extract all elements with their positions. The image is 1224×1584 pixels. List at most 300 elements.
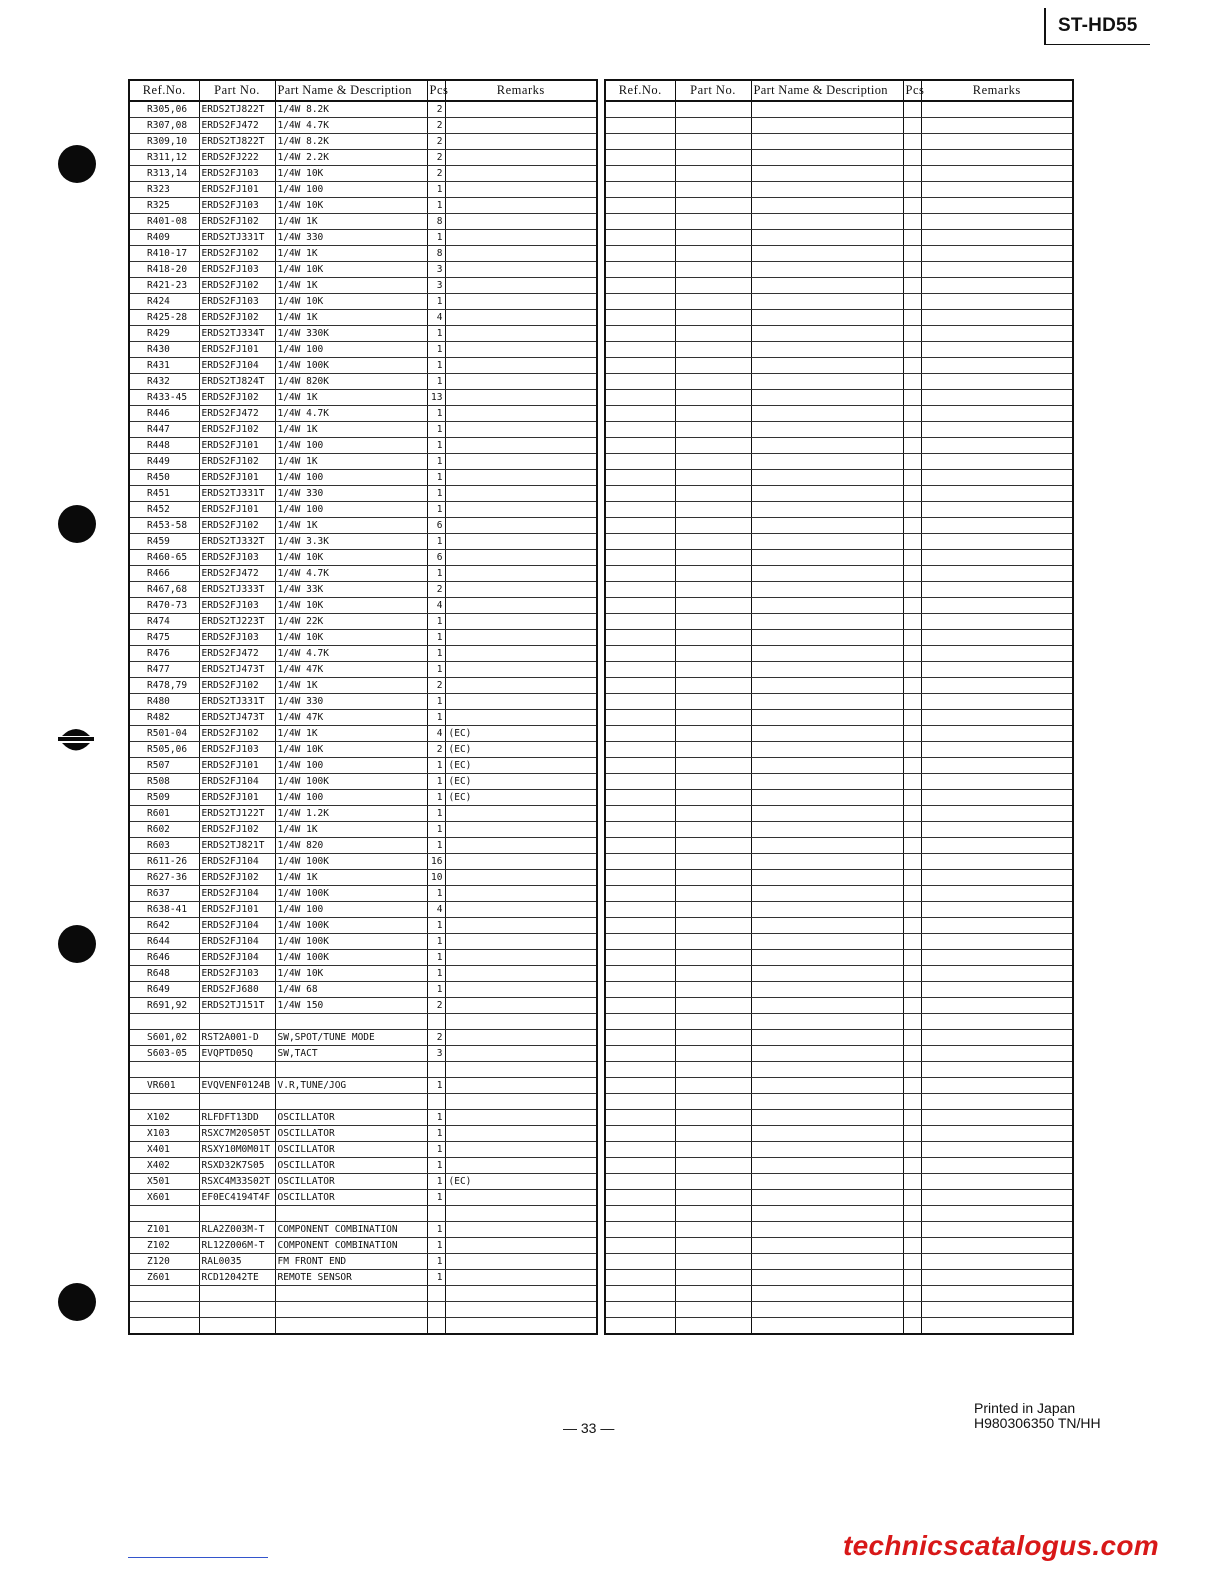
empty-cell <box>921 918 1073 934</box>
description-cell: SW,TACT <box>275 1046 427 1062</box>
empty-cell <box>903 694 921 710</box>
empty-cell <box>921 438 1073 454</box>
description-cell: 1/4W 1K <box>275 678 427 694</box>
table-row-empty <box>605 358 1073 374</box>
pcs-cell: 2 <box>427 134 445 150</box>
empty-cell <box>605 166 675 182</box>
empty-cell <box>921 1206 1073 1222</box>
empty-cell <box>751 646 903 662</box>
ref-no-cell: R459 <box>129 534 199 550</box>
table-row-empty <box>605 966 1073 982</box>
table-row <box>129 1078 597 1094</box>
parts-table-left <box>128 79 598 1335</box>
ref-no-cell: R311,12 <box>129 150 199 166</box>
column-header-ref: Ref.No. <box>129 80 199 101</box>
empty-cell <box>903 438 921 454</box>
model-number-box <box>1044 8 1150 45</box>
empty-cell <box>605 502 675 518</box>
empty-cell <box>903 646 921 662</box>
ref-no-cell: X103 <box>129 1126 199 1142</box>
empty-cell <box>605 134 675 150</box>
empty-cell <box>751 710 903 726</box>
part-no-cell: ERDS2FJ102 <box>199 726 275 742</box>
remarks-cell <box>445 470 597 486</box>
empty-cell <box>675 1254 751 1270</box>
remarks-cell <box>445 710 597 726</box>
empty-cell <box>605 694 675 710</box>
empty-cell <box>675 966 751 982</box>
part-no-cell: ERDS2FJ102 <box>199 518 275 534</box>
empty-cell <box>903 1174 921 1190</box>
empty-cell <box>751 950 903 966</box>
empty-cell <box>751 742 903 758</box>
empty-cell <box>903 326 921 342</box>
table-row <box>129 422 597 438</box>
table-row <box>129 182 597 198</box>
table-header-row <box>129 80 597 101</box>
pcs-cell: 1 <box>427 1110 445 1126</box>
table-row-empty <box>605 342 1073 358</box>
empty-cell <box>921 758 1073 774</box>
pcs-cell: 1 <box>427 934 445 950</box>
table-row <box>129 150 597 166</box>
empty-cell <box>921 374 1073 390</box>
empty-cell <box>751 822 903 838</box>
empty-cell <box>903 486 921 502</box>
pcs-cell: 2 <box>427 742 445 758</box>
remarks-cell <box>445 998 597 1014</box>
part-no-cell <box>199 1014 275 1030</box>
empty-cell <box>675 278 751 294</box>
ref-no-cell: R424 <box>129 294 199 310</box>
empty-cell <box>675 694 751 710</box>
part-no-cell: ERDS2TJ334T <box>199 326 275 342</box>
table-row-empty <box>605 582 1073 598</box>
pcs-cell: 2 <box>427 582 445 598</box>
ref-no-cell <box>129 1302 199 1318</box>
table-row <box>129 838 597 854</box>
empty-cell <box>751 262 903 278</box>
pcs-cell: 1 <box>427 1238 445 1254</box>
empty-cell <box>675 326 751 342</box>
table-row-empty <box>605 1126 1073 1142</box>
pcs-cell: 4 <box>427 598 445 614</box>
empty-cell <box>605 422 675 438</box>
empty-cell <box>903 950 921 966</box>
empty-cell <box>675 854 751 870</box>
empty-cell <box>751 1094 903 1110</box>
remarks-cell <box>445 630 597 646</box>
table-row <box>129 1254 597 1270</box>
description-cell: 1/4W 10K <box>275 742 427 758</box>
empty-cell <box>751 1126 903 1142</box>
empty-cell <box>675 1126 751 1142</box>
remarks-cell <box>445 1286 597 1302</box>
remarks-cell <box>445 646 597 662</box>
description-cell: OSCILLATOR <box>275 1158 427 1174</box>
remarks-cell <box>445 1094 597 1110</box>
empty-cell <box>903 294 921 310</box>
empty-cell <box>921 470 1073 486</box>
pcs-cell: 4 <box>427 726 445 742</box>
ref-no-cell: X601 <box>129 1190 199 1206</box>
divider-line <box>128 1557 268 1558</box>
remarks-cell <box>445 1190 597 1206</box>
empty-cell <box>903 454 921 470</box>
table-row <box>129 726 597 742</box>
ref-no-cell: R507 <box>129 758 199 774</box>
ref-no-cell: R452 <box>129 502 199 518</box>
pcs-cell: 1 <box>427 1078 445 1094</box>
table-row <box>129 1110 597 1126</box>
pcs-cell: 2 <box>427 150 445 166</box>
pcs-cell: 2 <box>427 118 445 134</box>
table-row-empty <box>605 134 1073 150</box>
empty-cell <box>605 1190 675 1206</box>
pcs-cell: 1 <box>427 422 445 438</box>
table-row <box>129 950 597 966</box>
empty-cell <box>751 678 903 694</box>
part-no-cell: ERDS2TJ822T <box>199 134 275 150</box>
empty-cell <box>903 614 921 630</box>
pcs-cell: 1 <box>427 326 445 342</box>
table-row <box>129 678 597 694</box>
empty-cell <box>675 726 751 742</box>
part-no-cell: EVQPTD05Q <box>199 1046 275 1062</box>
pcs-cell: 1 <box>427 1158 445 1174</box>
table-row-empty <box>605 1158 1073 1174</box>
remarks-cell <box>445 614 597 630</box>
empty-cell <box>605 614 675 630</box>
description-cell: 1/4W 1K <box>275 726 427 742</box>
description-cell: 1/4W 330 <box>275 486 427 502</box>
empty-cell <box>921 950 1073 966</box>
empty-cell <box>921 1014 1073 1030</box>
empty-cell <box>921 726 1073 742</box>
part-no-cell: ERDS2FJ102 <box>199 390 275 406</box>
empty-cell <box>921 150 1073 166</box>
empty-cell <box>903 342 921 358</box>
empty-cell <box>675 454 751 470</box>
part-no-cell: ERDS2TJ331T <box>199 486 275 502</box>
empty-cell <box>903 1158 921 1174</box>
empty-cell <box>751 806 903 822</box>
pcs-cell: 1 <box>427 694 445 710</box>
table-row-empty <box>605 246 1073 262</box>
description-cell: 1/4W 150 <box>275 998 427 1014</box>
remarks-cell <box>445 534 597 550</box>
description-cell: OSCILLATOR <box>275 1142 427 1158</box>
empty-cell <box>921 390 1073 406</box>
table-row-empty <box>605 1174 1073 1190</box>
empty-cell <box>675 214 751 230</box>
empty-cell <box>605 710 675 726</box>
remarks-cell <box>445 438 597 454</box>
pcs-cell: 1 <box>427 342 445 358</box>
empty-cell <box>751 662 903 678</box>
table-row <box>129 598 597 614</box>
ref-no-cell: VR601 <box>129 1078 199 1094</box>
empty-cell <box>921 1030 1073 1046</box>
ref-no-cell: R602 <box>129 822 199 838</box>
empty-cell <box>605 822 675 838</box>
empty-cell <box>921 1270 1073 1286</box>
empty-cell <box>921 966 1073 982</box>
description-cell: 1/4W 4.7K <box>275 406 427 422</box>
description-cell: 1/4W 33K <box>275 582 427 598</box>
empty-cell <box>921 406 1073 422</box>
ref-no-cell: R323 <box>129 182 199 198</box>
empty-cell <box>751 582 903 598</box>
empty-cell <box>921 342 1073 358</box>
description-cell <box>275 1206 427 1222</box>
remarks-cell <box>445 454 597 470</box>
empty-cell <box>751 1270 903 1286</box>
pcs-cell: 2 <box>427 1030 445 1046</box>
empty-cell <box>751 166 903 182</box>
empty-cell <box>605 1318 675 1335</box>
ref-no-cell: R627-36 <box>129 870 199 886</box>
table-row-empty <box>605 294 1073 310</box>
table-row-empty <box>605 902 1073 918</box>
table-row-empty <box>605 166 1073 182</box>
empty-cell <box>751 902 903 918</box>
empty-cell <box>751 470 903 486</box>
description-cell: 1/4W 68 <box>275 982 427 998</box>
pcs-cell: 1 <box>427 758 445 774</box>
empty-cell <box>903 278 921 294</box>
ref-no-cell: R478,79 <box>129 678 199 694</box>
remarks-cell <box>445 230 597 246</box>
table-row-empty <box>605 662 1073 678</box>
pcs-cell: 1 <box>427 614 445 630</box>
binder-hole-icon <box>58 505 96 543</box>
binder-hole-icon <box>56 722 96 758</box>
column-header-description: Part Name & Description <box>751 80 903 101</box>
table-header-row <box>605 80 1073 101</box>
ref-no-cell: X401 <box>129 1142 199 1158</box>
ref-no-cell: R646 <box>129 950 199 966</box>
empty-cell <box>675 614 751 630</box>
description-cell: 1/4W 1.2K <box>275 806 427 822</box>
table-row <box>129 1174 597 1190</box>
empty-cell <box>903 166 921 182</box>
table-row <box>129 998 597 1014</box>
pcs-cell: 1 <box>427 646 445 662</box>
description-cell: 1/4W 10K <box>275 166 427 182</box>
empty-cell <box>921 646 1073 662</box>
table-row-empty <box>605 806 1073 822</box>
part-no-cell: RSXY10M0M01T <box>199 1142 275 1158</box>
table-row <box>129 854 597 870</box>
table-row-empty <box>605 390 1073 406</box>
remarks-cell <box>445 182 597 198</box>
description-cell: 1/4W 10K <box>275 294 427 310</box>
pcs-cell: 1 <box>427 774 445 790</box>
empty-cell <box>675 502 751 518</box>
remarks-cell <box>445 198 597 214</box>
empty-cell <box>675 1190 751 1206</box>
pcs-cell: 6 <box>427 550 445 566</box>
part-no-cell: ERDS2FJ222 <box>199 150 275 166</box>
part-no-cell: ERDS2FJ102 <box>199 454 275 470</box>
description-cell: 1/4W 47K <box>275 662 427 678</box>
ref-no-cell: R409 <box>129 230 199 246</box>
pcs-cell: 1 <box>427 470 445 486</box>
empty-cell <box>751 934 903 950</box>
remarks-cell <box>445 406 597 422</box>
remarks-cell <box>445 1014 597 1030</box>
empty-cell <box>751 774 903 790</box>
empty-cell <box>903 934 921 950</box>
empty-cell <box>751 101 903 118</box>
empty-cell <box>675 598 751 614</box>
table-row <box>129 502 597 518</box>
table-row-empty <box>605 1094 1073 1110</box>
empty-cell <box>751 1222 903 1238</box>
empty-cell <box>751 1238 903 1254</box>
part-no-cell: ERDS2FJ101 <box>199 902 275 918</box>
empty-cell <box>605 1254 675 1270</box>
empty-cell <box>921 1078 1073 1094</box>
table-row <box>129 262 597 278</box>
remarks-cell <box>445 134 597 150</box>
empty-cell <box>675 166 751 182</box>
empty-cell <box>903 406 921 422</box>
table-row <box>129 294 597 310</box>
empty-cell <box>751 1078 903 1094</box>
remarks-cell <box>445 886 597 902</box>
part-no-cell: ERDS2FJ101 <box>199 758 275 774</box>
empty-cell <box>903 838 921 854</box>
empty-cell <box>903 1046 921 1062</box>
empty-cell <box>605 1078 675 1094</box>
ref-no-cell <box>129 1062 199 1078</box>
remarks-cell <box>445 598 597 614</box>
empty-cell <box>921 678 1073 694</box>
empty-cell <box>675 1286 751 1302</box>
remarks-cell <box>445 1110 597 1126</box>
empty-cell <box>751 406 903 422</box>
binder-hole-icon <box>58 145 96 183</box>
part-no-cell: ERDS2FJ101 <box>199 470 275 486</box>
ref-no-cell: R601 <box>129 806 199 822</box>
table-row <box>129 806 597 822</box>
printed-in-text: Printed in Japan <box>974 1400 1076 1416</box>
description-cell: 1/4W 2.2K <box>275 150 427 166</box>
table-row <box>129 230 597 246</box>
table-row <box>129 1094 597 1110</box>
empty-cell <box>605 198 675 214</box>
table-row-empty <box>605 374 1073 390</box>
pcs-cell: 1 <box>427 982 445 998</box>
table-row <box>129 662 597 678</box>
table-row-empty <box>605 646 1073 662</box>
table-row-empty <box>605 694 1073 710</box>
table-row-empty <box>605 454 1073 470</box>
empty-cell <box>903 1254 921 1270</box>
empty-cell <box>921 310 1073 326</box>
remarks-cell: (EC) <box>445 758 597 774</box>
part-no-cell: ERDS2FJ680 <box>199 982 275 998</box>
empty-cell <box>605 1062 675 1078</box>
part-no-cell: ERDS2FJ101 <box>199 438 275 454</box>
empty-cell <box>903 1078 921 1094</box>
table-row <box>129 470 597 486</box>
pcs-cell <box>427 1094 445 1110</box>
table-row-empty <box>605 406 1073 422</box>
model-number: ST-HD55 <box>1058 15 1138 36</box>
table-row <box>129 454 597 470</box>
empty-cell <box>751 486 903 502</box>
description-cell: 1/4W 100K <box>275 854 427 870</box>
pcs-cell: 1 <box>427 1174 445 1190</box>
empty-cell <box>605 1046 675 1062</box>
pcs-cell: 1 <box>427 454 445 470</box>
remarks-cell <box>445 838 597 854</box>
table-row <box>129 166 597 182</box>
empty-cell <box>675 310 751 326</box>
remarks-cell <box>445 118 597 134</box>
empty-cell <box>751 1046 903 1062</box>
empty-cell <box>605 101 675 118</box>
description-cell: 1/4W 100K <box>275 886 427 902</box>
ref-no-cell: R305,06 <box>129 101 199 118</box>
empty-cell <box>921 774 1073 790</box>
empty-cell <box>921 1302 1073 1318</box>
empty-cell <box>921 422 1073 438</box>
remarks-cell <box>445 934 597 950</box>
empty-cell <box>903 214 921 230</box>
table-row <box>129 630 597 646</box>
empty-cell <box>675 934 751 950</box>
empty-cell <box>605 550 675 566</box>
pcs-cell: 1 <box>427 358 445 374</box>
ref-no-cell: R466 <box>129 566 199 582</box>
empty-cell <box>903 534 921 550</box>
description-cell: 1/4W 1K <box>275 214 427 230</box>
pcs-cell: 1 <box>427 198 445 214</box>
empty-cell <box>751 230 903 246</box>
table-row-empty <box>605 742 1073 758</box>
part-no-cell: ERDS2TJ223T <box>199 614 275 630</box>
empty-cell <box>605 1110 675 1126</box>
empty-cell <box>605 1142 675 1158</box>
pcs-cell: 1 <box>427 838 445 854</box>
ref-no-cell: R307,08 <box>129 118 199 134</box>
empty-cell <box>921 294 1073 310</box>
part-no-cell: RL12Z006M-T <box>199 1238 275 1254</box>
empty-cell <box>675 1302 751 1318</box>
remarks-cell: (EC) <box>445 742 597 758</box>
empty-cell <box>605 726 675 742</box>
part-no-cell: ERDS2FJ101 <box>199 790 275 806</box>
empty-cell <box>675 838 751 854</box>
empty-cell <box>675 918 751 934</box>
empty-cell <box>675 1318 751 1335</box>
part-no-cell: ERDS2FJ101 <box>199 182 275 198</box>
ref-no-cell: R480 <box>129 694 199 710</box>
table-row <box>129 870 597 886</box>
remarks-cell <box>445 246 597 262</box>
table-row-empty <box>605 678 1073 694</box>
empty-cell <box>605 774 675 790</box>
description-cell: V.R,TUNE/JOG <box>275 1078 427 1094</box>
part-no-cell: ERDS2FJ102 <box>199 678 275 694</box>
empty-cell <box>751 518 903 534</box>
pcs-cell: 1 <box>427 918 445 934</box>
table-row-empty <box>605 790 1073 806</box>
